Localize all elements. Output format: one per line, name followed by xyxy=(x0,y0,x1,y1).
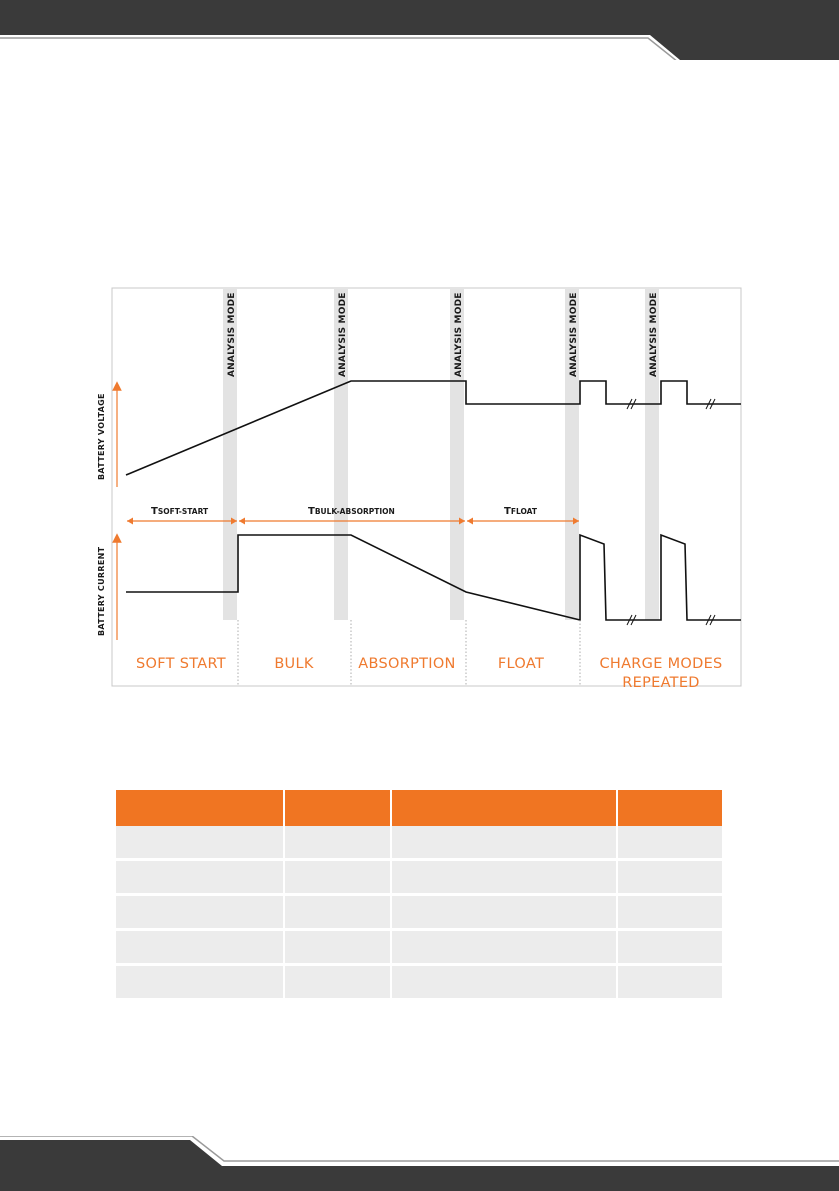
table-cell xyxy=(391,895,617,930)
time-arrows xyxy=(127,518,579,525)
analysis-mode-label-3: ANALYSIS MODE xyxy=(454,292,464,377)
phase-dividers xyxy=(238,620,580,686)
footer-band xyxy=(0,1136,839,1191)
header-band xyxy=(0,0,839,60)
phase-bulk: BULK xyxy=(274,656,314,672)
table-cell xyxy=(617,965,722,1000)
table-cell xyxy=(116,826,284,860)
table-cell xyxy=(284,895,391,930)
table-cell xyxy=(116,965,284,1000)
table-cell xyxy=(617,860,722,895)
phase-repeated: REPEATED xyxy=(622,675,700,691)
table-cell xyxy=(391,930,617,965)
table-cell xyxy=(284,860,391,895)
analysis-mode-label-4: ANALYSIS MODE xyxy=(569,292,579,377)
table-cell xyxy=(284,965,391,1000)
phase-soft-start: SOFT START xyxy=(136,656,226,672)
table-header-cell xyxy=(284,790,391,826)
table-row xyxy=(116,965,722,1000)
table-cell xyxy=(116,895,284,930)
table-cell xyxy=(116,930,284,965)
table-header-cell xyxy=(391,790,617,826)
table-cell xyxy=(617,826,722,860)
analysis-mode-label-1: ANALYSIS MODE xyxy=(227,292,237,377)
table-cell xyxy=(617,895,722,930)
analysis-mode-label-5: ANALYSIS MODE xyxy=(649,292,659,377)
table-row xyxy=(116,895,722,930)
charging-profile-diagram xyxy=(85,282,750,692)
table-cell xyxy=(391,860,617,895)
table-cell xyxy=(116,860,284,895)
table-cell xyxy=(284,930,391,965)
t-float-label: TFLOAT xyxy=(504,506,537,517)
table-row xyxy=(116,826,722,860)
phase-charge-modes: CHARGE MODES xyxy=(599,656,723,672)
analysis-mode-label-2: ANALYSIS MODE xyxy=(338,292,348,377)
table-cell xyxy=(617,930,722,965)
t-soft-start-label: TSOFT-START xyxy=(151,506,209,517)
table-header-cell xyxy=(617,790,722,826)
table-row xyxy=(116,860,722,895)
table-cell xyxy=(391,965,617,1000)
spec-table xyxy=(116,790,722,1001)
battery-current-label: BATTERY CURRENT xyxy=(97,546,106,636)
table-cell xyxy=(284,826,391,860)
table-cell xyxy=(391,826,617,860)
table-row xyxy=(116,930,722,965)
phase-float: FLOAT xyxy=(497,656,545,672)
phase-absorption: ABSORPTION xyxy=(358,656,456,672)
battery-voltage-label: BATTERY VOLTAGE xyxy=(97,393,106,480)
t-bulk-absorption-label: TBULK-ABSORPTION xyxy=(308,506,395,517)
analysis-mode-bands xyxy=(223,289,659,620)
table-header-row xyxy=(116,790,722,826)
table-header-cell xyxy=(116,790,284,826)
break-marks xyxy=(627,399,715,625)
